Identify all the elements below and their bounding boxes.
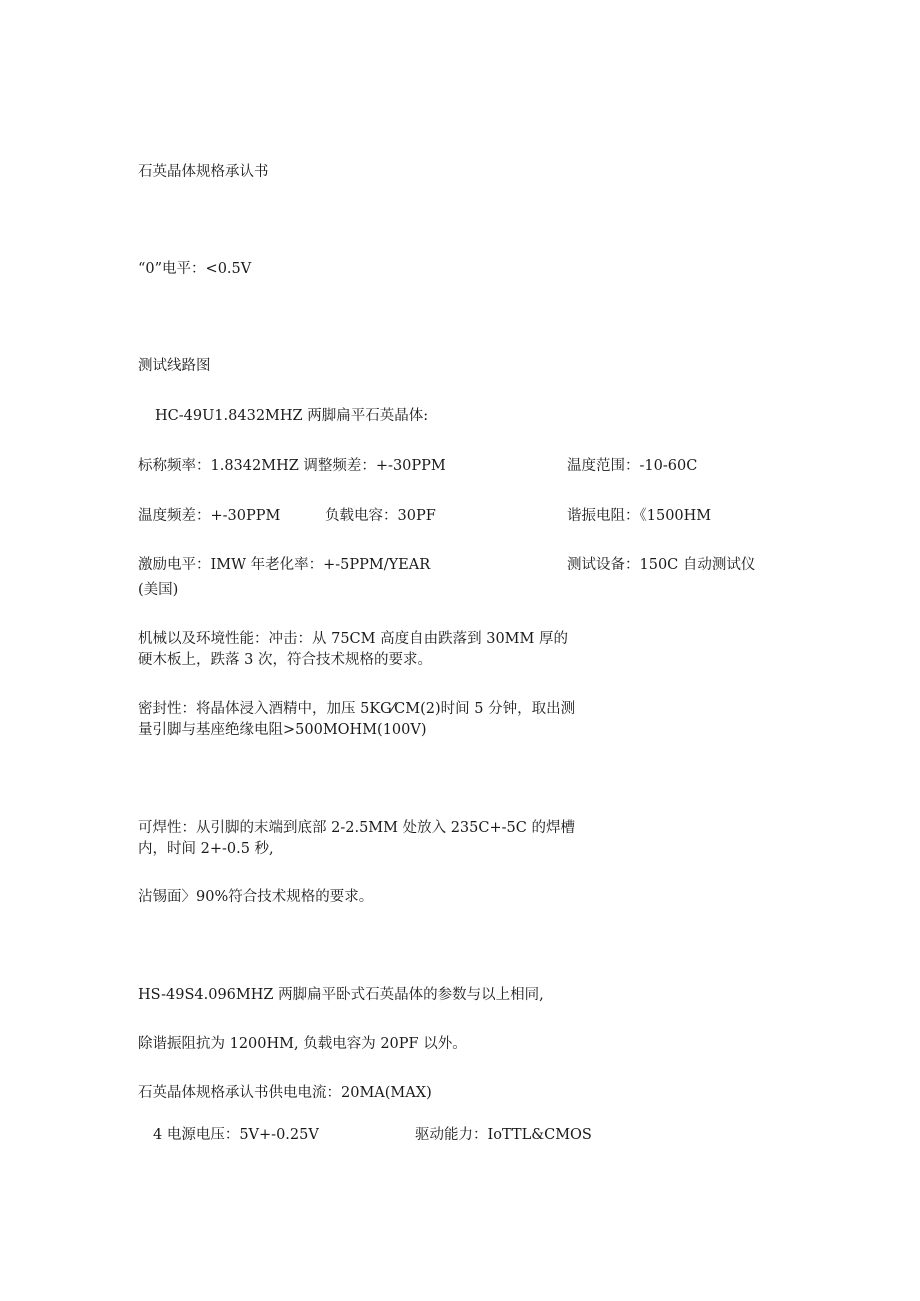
drive-capability-text: 驱动能力：IoTTL&CMOS: [415, 1127, 592, 1143]
drive-level-text: 激励电平：IMW 年老化率：+-5PPM/YEAR: [138, 557, 431, 573]
mechanical-performance-paragraph: 机械以及环境性能：冲击：从 75CM 高度自由跌落到 30MM 厚的硬木板上，跌落 3 次，符合技术规格的要求。: [138, 631, 568, 668]
supply-current-text: 石英晶体规格承认书供电电流：20MA(MAX): [138, 1085, 432, 1101]
test-equipment-origin: (美国): [138, 582, 179, 598]
temperature-deviation-text: 温度频差：+-30PPM: [138, 508, 281, 524]
temperature-range-text: 温度范围：-10-60C: [567, 458, 698, 474]
load-capacitance-text: 负载电容：30PF: [325, 508, 436, 524]
product2-text: HS-49S4.096MHZ 两脚扁平卧式石英晶体的参数与以上相同,: [138, 987, 544, 1003]
product1-heading: HC-49U1.8432MHZ 两脚扁平石英晶体:: [155, 408, 429, 424]
doc-title: 石英晶体规格承认书: [138, 164, 269, 180]
zero-level-text: “0”电平：<0.5V: [138, 261, 252, 277]
sealing-paragraph: 密封性：将晶体浸入酒精中，加压 5KG⁄CM(2)时间 5 分钟，取出测量引脚与基座绝缘电阻>500MOHM(100V): [138, 701, 576, 738]
test-circuit-heading: 测试线路图: [138, 358, 211, 374]
solderability-paragraph: 可焊性：从引脚的末端到底部 2-2.5MM 处放入 235C+-5C 的焊槽内，时间 2+-0.5 秒,: [138, 820, 575, 857]
tin-coverage-text: 沾锡面〉90%符合技术规格的要求。: [138, 889, 374, 905]
supply-voltage-text: 4 电源电压：5V+-0.25V: [153, 1127, 319, 1143]
exception-text: 除谐振阻抗为 1200HM, 负载电容为 20PF 以外。: [138, 1036, 467, 1052]
nominal-frequency-text: 标称频率：1.8342MHZ 调整频差：+-30PPM: [138, 458, 446, 474]
resonance-resistance-text: 谐振电阻：《1500HM: [567, 508, 712, 524]
test-equipment-text: 测试设备：150C 自动测试仪: [567, 557, 756, 573]
